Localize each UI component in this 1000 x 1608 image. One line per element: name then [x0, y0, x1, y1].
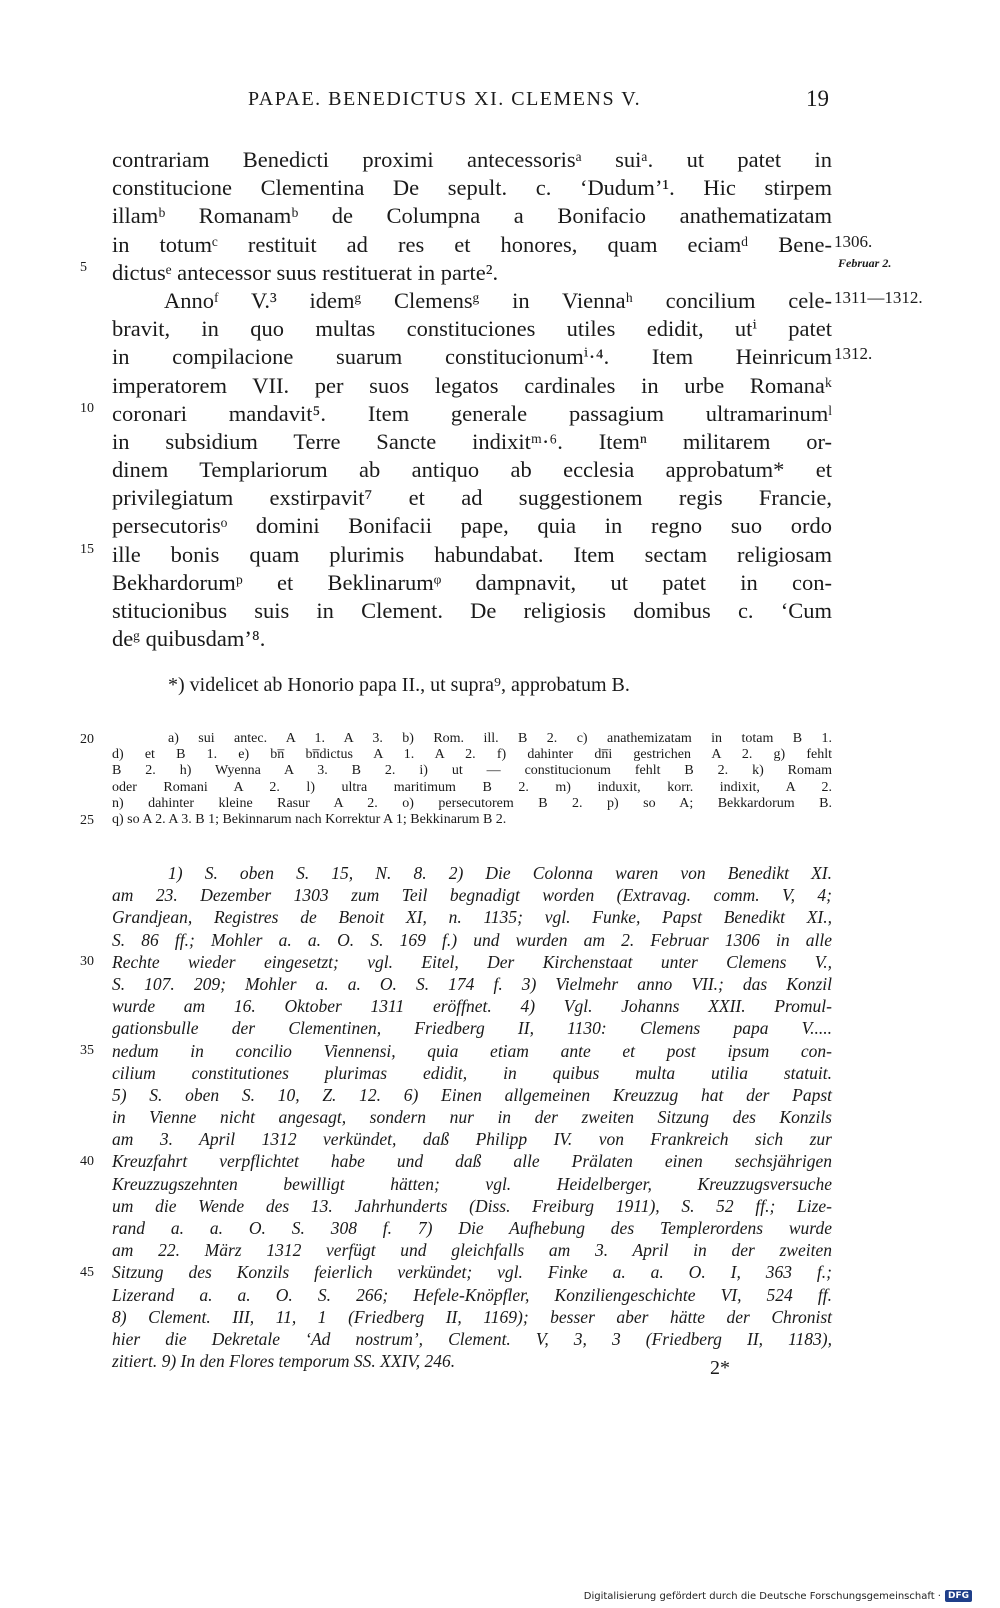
line-number: 10	[80, 401, 94, 416]
note-line: S. 86 ff.; Mohler a. a. O. S. 169 f.) und wurden am 2. Februar 1306 in alle	[112, 929, 832, 950]
main-line: stitucionibus suis in Clement. De religiosis domibus c. ‘Cum	[112, 598, 832, 623]
note-line: gationsbulle der Clementinen, Friedberg II, 1130: Clemens papa V.....	[112, 1018, 832, 1039]
apparatus-line: d) et B 1. e) bn̅ bn̅dictus A 1. A 2. f) dahinter dn̅i gestrichen A 2. g) fehlt	[112, 747, 832, 763]
main-line: dictusᵉ antecessor suus restituerat in parte².	[112, 259, 499, 285]
main-line: persecutorisᵒ domini Bonifacii pape, quia in regno suo ordo	[112, 513, 832, 539]
line-number: 25	[80, 813, 94, 828]
footer-text: Digitalisierung gefördert durch die Deutsche Forschungsgemeinschaft ·	[583, 1590, 941, 1602]
note-line: am 22. März 1312 verfügt und gleichfalls am 3. April in der zweiten	[112, 1240, 832, 1261]
note-line: um die Wende des 13. Jahrhunderts (Diss. Freiburg 1911), S. 52 ff.; Lize-	[112, 1195, 832, 1216]
main-line: Annoᶠ V.³ idemᵍ Clemensᵍ in Viennaʰ concilium cele-	[164, 287, 832, 313]
main-line: coronari mandavit⁵. Item generale passagium ultramarinumˡ	[112, 400, 832, 426]
main-line: contrariam Benedicti proximi antecessorisᵃ suiᵃ. ut patet in	[112, 147, 832, 172]
note-line: zitiert. 9) In den Flores temporum SS. XXIV, 246.	[112, 1351, 456, 1372]
page-number: 19	[806, 86, 829, 111]
note-line: 5) S. oben S. 10, Z. 12. 6) Einen allgemeinen Kreuzzug hat der Papst	[112, 1084, 832, 1105]
line-number: 15	[80, 542, 94, 557]
note-line: rand a. a. O. S. 308 f. 7) Die Aufhebung des Templerordens wurde	[112, 1218, 832, 1238]
historical-notes	[112, 862, 832, 1372]
line-number: 30	[80, 954, 94, 969]
main-line: bravit, in quo multas constituciones utiles edidit, utⁱ patet	[112, 316, 832, 342]
main-line: in compilacione suarum constitucionumⁱ·⁴. Item Heinricum	[112, 344, 832, 370]
margin-date: 1312.	[834, 344, 873, 363]
note-line: Lizerand a. a. O. S. 266; Hefele-Knöpfler, Konziliengeschichte VI, 524 ff.	[112, 1284, 832, 1305]
note-line: Sitzung des Konzils feierlich verkündet; vgl. Finke a. a. O. I, 363 f.;	[112, 1262, 832, 1283]
main-line: imperatorem VII. per suos legatos cardinales in urbe Romanaᵏ	[112, 372, 832, 398]
note-line: Rechte wieder eingesetzt; vgl. Eitel, Der Kirchenstaat unter Clemens V.,	[112, 951, 832, 972]
margin-date: 1311—1312.	[834, 288, 923, 307]
page-header	[0, 88, 1000, 128]
margin-date-sub: Februar 2.	[838, 256, 892, 270]
main-line: deᵍ quibusdam’⁸.	[112, 626, 266, 652]
note-line: am 23. Dezember 1303 zum Teil begnadigt worden (Extravag. comm. V, 4;	[112, 885, 832, 906]
note-line: hier die Dekretale ‘Ad nostrum’, Clement. V, 3, 3 (Friedberg II, 1183),	[112, 1328, 832, 1349]
note-line: am 3. April 1312 verkündet, daß Philipp IV. von Frankreich sich zur	[112, 1129, 832, 1150]
apparatus-line: a) sui antec. A 1. A 3. b) Rom. ill. B 2. c) anathemizatam in totam B 1.	[168, 731, 832, 746]
note-line: cilium constitutiones plurimas edidit, in quibus multa utilia statuit.	[112, 1062, 832, 1083]
line-number: 45	[80, 1265, 94, 1280]
note-line: 8) Clement. III, 11, 1 (Friedberg II, 1169); besser aber hätte der Chronist	[112, 1306, 832, 1327]
line-number: 20	[80, 732, 94, 747]
note-line: Grandjean, Registres de Benoit XI, n. 1135; vgl. Funke, Papst Benedikt XI.,	[112, 907, 832, 928]
main-line: in subsidium Terre Sancte indixitᵐ·⁶. Itemⁿ militarem or-	[112, 428, 832, 454]
main-line: privilegiatum exstirpavit⁷ et ad suggestionem regis Francie,	[112, 485, 832, 511]
note-line: 1) S. oben S. 15, N. 8. 2) Die Colonna waren von Benedikt XI.	[168, 863, 832, 883]
margin-date: 1306.	[834, 232, 873, 251]
line-number: 35	[80, 1043, 94, 1058]
note-line: S. 107. 209; Mohler a. a. O. S. 174 f. 3) Vielmehr anno VII.; das Konzil	[112, 973, 832, 994]
critical-apparatus	[112, 731, 832, 828]
signature-mark: 2*	[710, 1357, 730, 1379]
dfg-logo: DFG	[945, 1590, 972, 1602]
apparatus-line: q) so A 2. A 3. B 1; Bekinnarum nach Korrektur A 1; Bekkinarum B 2.	[112, 811, 507, 827]
main-line: constitucione Clementina De sepult. c. ‘Dudum’¹. Hic stirpem	[112, 175, 832, 201]
note-line: Kreuzzugszehnten bewilligt hätten; vgl. Heidelberger, Kreuzzugsversuche	[112, 1173, 832, 1194]
apparatus-line: B 2. h) Wyenna A 3. B 2. i) ut — constitucionum fehlt B 2. k) Romam	[112, 763, 832, 779]
main-line: Bekhardorumᵖ et Beklinarumᵠ dampnavit, ut patet in con-	[112, 569, 832, 595]
main-line: in totumᶜ restituit ad res et honores, quam eciamᵈ Bene-	[112, 231, 832, 257]
note-line: in Vienne nicht angesagt, sondern nur in der zweiten Sitzung des Konzils	[112, 1107, 832, 1128]
main-line: ille bonis quam plurimis habundabat. Item sectam religiosam	[112, 541, 832, 567]
asterisk-note: *) videlicet ab Honorio papa II., ut supra⁹, approbatum B.	[168, 674, 630, 696]
line-number: 40	[80, 1154, 94, 1169]
note-line: Kreuzfahrt verpflichtet habe und daß alle Prälaten einen sechsjährigen	[112, 1151, 832, 1172]
main-line: illamᵇ Romanamᵇ de Columpna a Bonifacio anathematizatam	[112, 203, 832, 229]
running-head: PAPAE. BENEDICTUS XI. CLEMENS V.	[248, 88, 642, 110]
digitization-footer	[584, 1590, 972, 1602]
main-text	[112, 146, 832, 653]
main-line: dinem Templariorum ab antiquo ab ecclesia approbatum* et	[112, 457, 832, 483]
line-number: 5	[80, 260, 87, 275]
note-line: nedum in concilio Viennensi, quia etiam ante et post ipsum con-	[112, 1040, 832, 1061]
apparatus-line: oder Romani A 2. l) ultra maritimum B 2. m) induxit, korr. indixit, A 2.	[112, 779, 832, 795]
note-line: wurde am 16. Oktober 1311 eröffnet. 4) Vgl. Johanns XXII. Promul-	[112, 996, 832, 1017]
apparatus-line: n) dahinter kleine Rasur A 2. o) persecutorem B 2. p) so A; Bekkardorum B.	[112, 795, 832, 811]
